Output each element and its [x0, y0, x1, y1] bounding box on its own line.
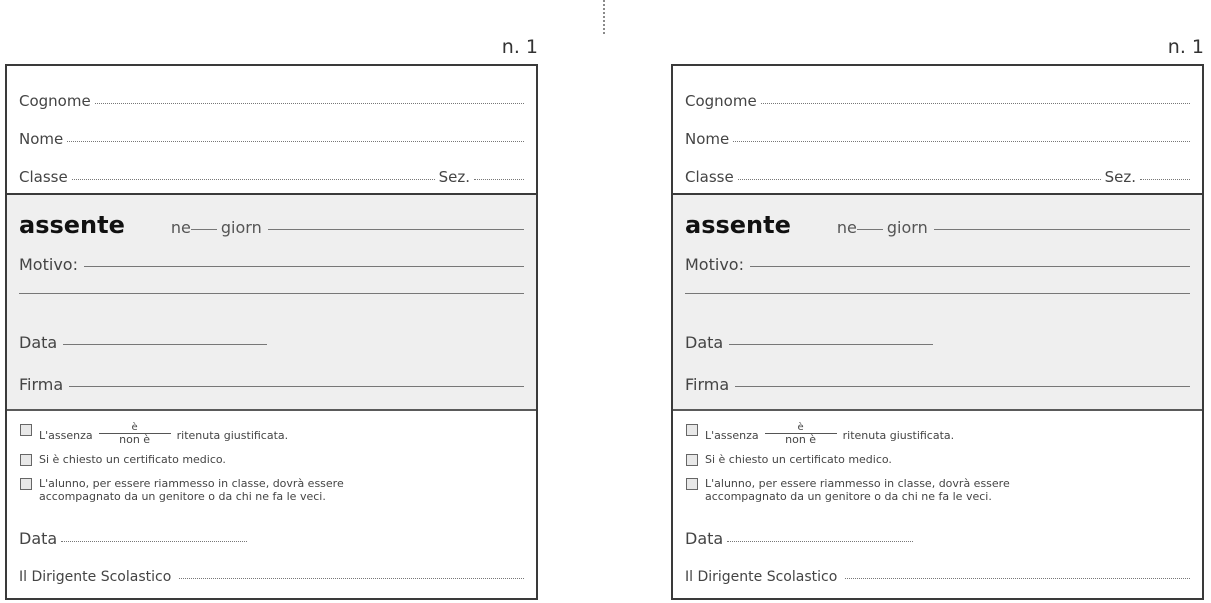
sez-dotted-line [474, 178, 524, 180]
parent-accompany-text-line1: L'alunno, per essere riammesso in classe, dovrà essere [39, 477, 344, 490]
firma-line [69, 385, 524, 387]
cognome-label: Cognome [685, 92, 757, 110]
classe-label: Classe [19, 168, 68, 186]
nome-label: Nome [19, 130, 64, 148]
justified-pre-text: L'assenza [705, 428, 759, 442]
data-line [63, 343, 267, 345]
motivo-extra-line[interactable] [685, 295, 1190, 315]
motivo-second-line [685, 292, 1190, 294]
firma-line [735, 385, 1190, 387]
cognome-dotted-line [761, 102, 1190, 104]
dirigente-label: Il Dirigente Scolastico [19, 569, 172, 585]
motivo-extra-line[interactable] [19, 295, 524, 315]
cut-line [603, 0, 605, 34]
motivo-field[interactable] [685, 255, 1190, 274]
data-line [729, 343, 933, 345]
absence-section [673, 195, 1202, 411]
e-non-e-fraction [99, 422, 171, 446]
cognome-field[interactable] [685, 92, 1190, 110]
dirigente-field[interactable] [19, 569, 524, 585]
parent-accompany-text-line1: L'alunno, per essere riammesso in classe, dovrà essere [705, 477, 1010, 490]
dirigente-dotted-line [179, 577, 524, 579]
checkbox-certificate[interactable] [20, 454, 32, 466]
nome-field[interactable] [19, 130, 524, 148]
checkbox-parent-accompany[interactable] [20, 478, 32, 490]
cognome-label: Cognome [19, 92, 91, 110]
decision-data-label: Data [19, 529, 58, 548]
absence-days-field[interactable] [19, 211, 524, 239]
fraction-numerator: è [765, 422, 837, 434]
certificate-option[interactable] [686, 453, 1190, 466]
checkbox-parent-accompany[interactable] [686, 478, 698, 490]
justified-post-text: ritenuta giustificata. [176, 428, 289, 442]
e-non-e-fraction [765, 422, 837, 446]
checkbox-justified[interactable] [20, 424, 32, 436]
sez-label: Sez. [1104, 168, 1136, 186]
classe-dotted-line [72, 178, 435, 180]
motivo-field[interactable] [19, 255, 524, 274]
firma-label: Firma [685, 375, 730, 394]
firma-field[interactable] [19, 375, 524, 394]
ne-label: ne [836, 218, 857, 237]
classe-dotted-line [738, 178, 1101, 180]
days-line [268, 228, 524, 230]
slip-card [671, 64, 1204, 600]
student-info-section [673, 66, 1202, 195]
sez-dotted-line [1140, 178, 1190, 180]
giorn-label: giorn [220, 218, 262, 237]
firma-label: Firma [19, 375, 64, 394]
days-line [934, 228, 1190, 230]
certificate-text: Si è chiesto un certificato medico. [705, 453, 892, 466]
dirigente-label: Il Dirigente Scolastico [685, 569, 838, 585]
data-field[interactable] [685, 333, 1190, 352]
ne-blank[interactable] [191, 229, 217, 230]
assente-heading: assente [19, 211, 125, 239]
parent-accompany-option[interactable] [20, 477, 524, 503]
parent-accompany-text-line2: accompagnato da un genitore o da chi ne fa le veci. [705, 490, 992, 503]
classe-field[interactable] [685, 168, 1190, 186]
firma-field[interactable] [685, 375, 1190, 394]
cognome-dotted-line [95, 102, 524, 104]
justified-post-text: ritenuta giustificata. [842, 428, 955, 442]
fraction-numerator: è [99, 422, 171, 434]
nome-dotted-line [733, 140, 1190, 142]
nome-label: Nome [685, 130, 730, 148]
decision-data-field[interactable] [685, 529, 1190, 548]
dirigente-field[interactable] [685, 569, 1190, 585]
fraction-denominator: non è [785, 433, 817, 446]
decision-data-label: Data [685, 529, 724, 548]
certificate-option[interactable] [20, 453, 524, 466]
classe-label: Classe [685, 168, 734, 186]
motivo-line [750, 265, 1190, 267]
assente-heading: assente [685, 211, 791, 239]
sez-label: Sez. [438, 168, 470, 186]
decision-data-field[interactable] [19, 529, 524, 548]
slip-number: n. 1 [1167, 36, 1204, 58]
justified-option[interactable] [686, 423, 1190, 447]
data-label: Data [19, 333, 58, 352]
motivo-second-line [19, 292, 524, 294]
certificate-text: Si è chiesto un certificato medico. [39, 453, 226, 466]
checkbox-certificate[interactable] [686, 454, 698, 466]
motivo-label: Motivo: [685, 255, 744, 274]
cognome-field[interactable] [19, 92, 524, 110]
slip-card [5, 64, 538, 600]
absence-section [7, 195, 536, 411]
classe-field[interactable] [19, 168, 524, 186]
ne-blank[interactable] [857, 229, 883, 230]
parent-accompany-option[interactable] [686, 477, 1190, 503]
motivo-label: Motivo: [19, 255, 78, 274]
ne-label: ne [170, 218, 191, 237]
data-label: Data [685, 333, 724, 352]
justified-option[interactable] [20, 423, 524, 447]
fraction-denominator: non è [119, 433, 151, 446]
giorn-label: giorn [886, 218, 928, 237]
decision-data-dotted-line [61, 540, 247, 542]
slip-number: n. 1 [501, 36, 538, 58]
absence-days-field[interactable] [685, 211, 1190, 239]
nome-dotted-line [67, 140, 524, 142]
motivo-line [84, 265, 524, 267]
student-info-section [7, 66, 536, 195]
nome-field[interactable] [685, 130, 1190, 148]
checkbox-justified[interactable] [686, 424, 698, 436]
justified-pre-text: L'assenza [39, 428, 93, 442]
data-field[interactable] [19, 333, 524, 352]
parent-accompany-text-line2: accompagnato da un genitore o da chi ne fa le veci. [39, 490, 326, 503]
decision-data-dotted-line [727, 540, 913, 542]
dirigente-dotted-line [845, 577, 1190, 579]
